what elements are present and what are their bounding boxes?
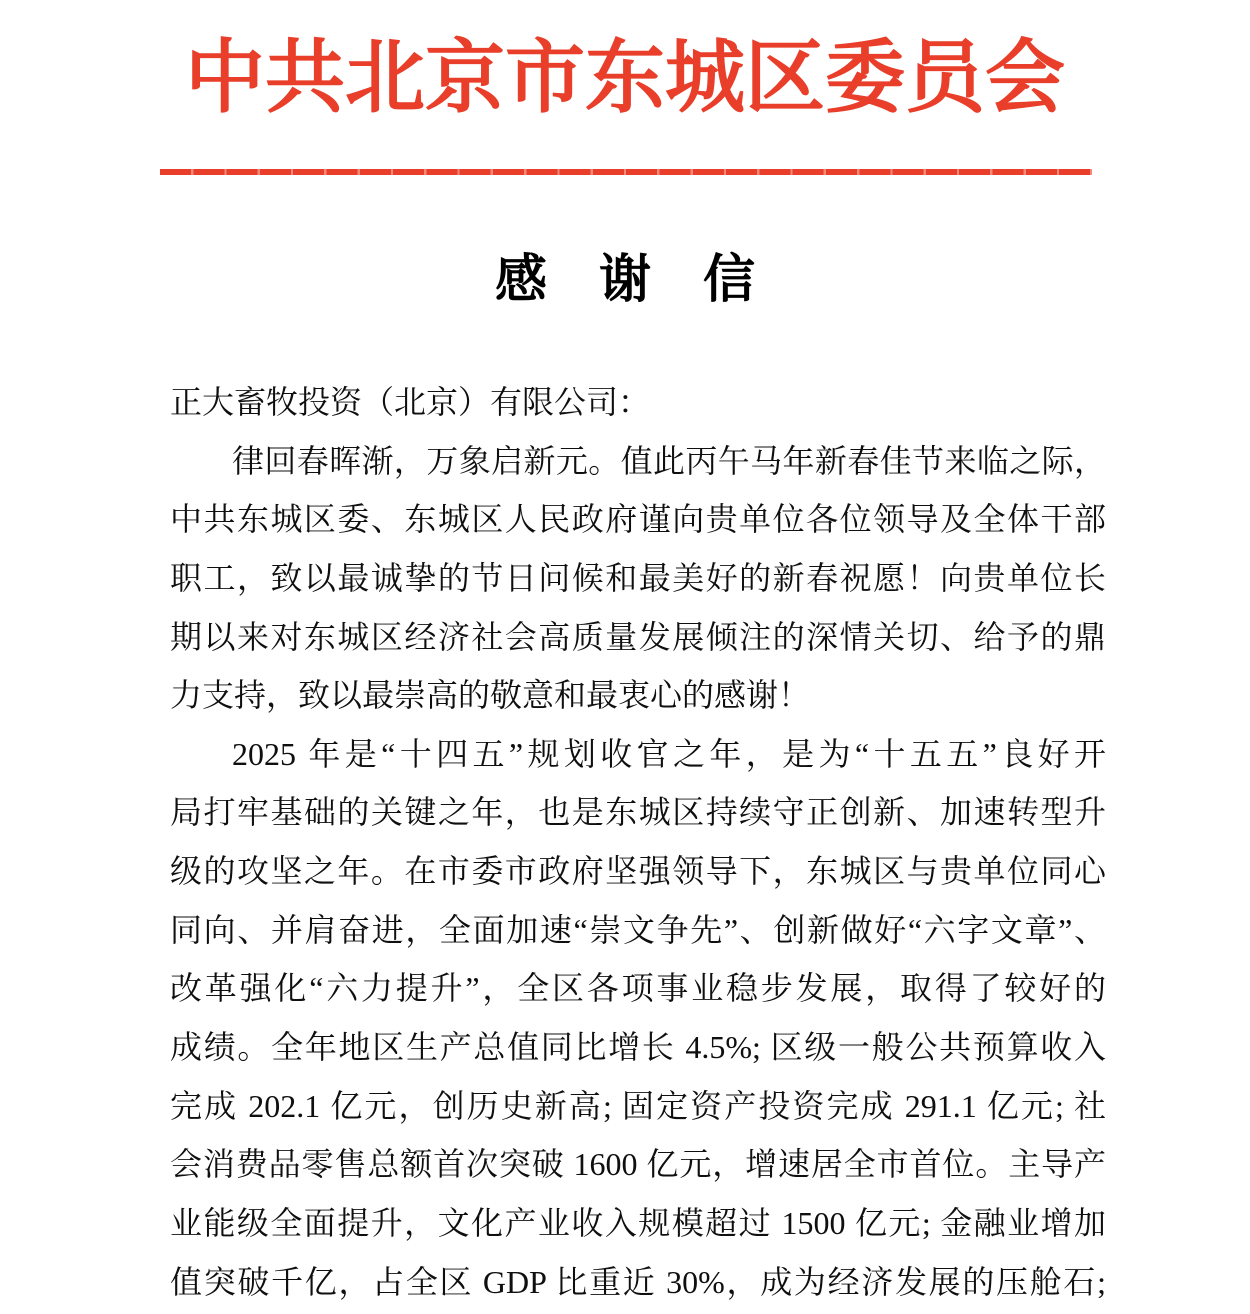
body-line: 局打牢基础的关键之年，也是东城区持续守正创新、加速转型升 <box>170 794 1106 831</box>
body-line: 职工，致以最诚挚的节日问候和最美好的新春祝愿！向贵单位长 <box>170 559 1106 596</box>
body-line: 同向、并肩奋进，全面加速“崇文争先”、创新做好“六字文章”、 <box>170 911 1106 948</box>
body-line: 力支持，致以最崇高的敬意和最衷心的感谢！ <box>170 677 811 714</box>
body-line: 2025 年是“十四五”规划收官之年，是为“十五五”良好开 <box>232 735 1106 772</box>
letterhead-rule <box>160 169 1092 175</box>
body-line: 期以来对东城区经济社会高质量发展倾注的深情关切、给予的鼎 <box>170 618 1106 655</box>
body-line: 级的攻坚之年。在市委市政府坚强领导下，东城区与贵单位同心 <box>170 853 1106 890</box>
body-line: 改革强化“六力提升”，全区各项事业稳步发展，取得了较好的 <box>170 970 1106 1007</box>
body-line: 完成 202.1 亿元，创历史新高; 固定资产投资完成 291.1 亿元; 社 <box>170 1087 1106 1124</box>
body-line: 成绩。全年地区生产总值同比增长 4.5%; 区级一般公共预算收入 <box>170 1029 1106 1066</box>
body-line: 律回春晖渐，万象启新元。值此丙午马年新春佳节来临之际， <box>232 442 1106 479</box>
body-line: 会消费品零售总额首次突破 1600 亿元，增速居全市首位。主导产 <box>170 1146 1106 1183</box>
body-line: 值突破千亿，占全区 GDP 比重近 30%，成为经济发展的压舱石; <box>170 1263 1106 1300</box>
body-line: 业能级全面提升，文化产业收入规模超过 1500 亿元; 金融业增加 <box>170 1204 1106 1241</box>
letter-body <box>170 373 1106 1311</box>
body-line: 中共东城区委、东城区人民政府谨向贵单位各位领导及全体干部 <box>170 501 1106 538</box>
letterhead-title: 中共北京市东城区委员会 <box>185 35 1065 123</box>
body-line: 正大畜牧投资（北京）有限公司： <box>170 384 651 420</box>
letter-title: 感 谢 信 <box>494 252 755 309</box>
